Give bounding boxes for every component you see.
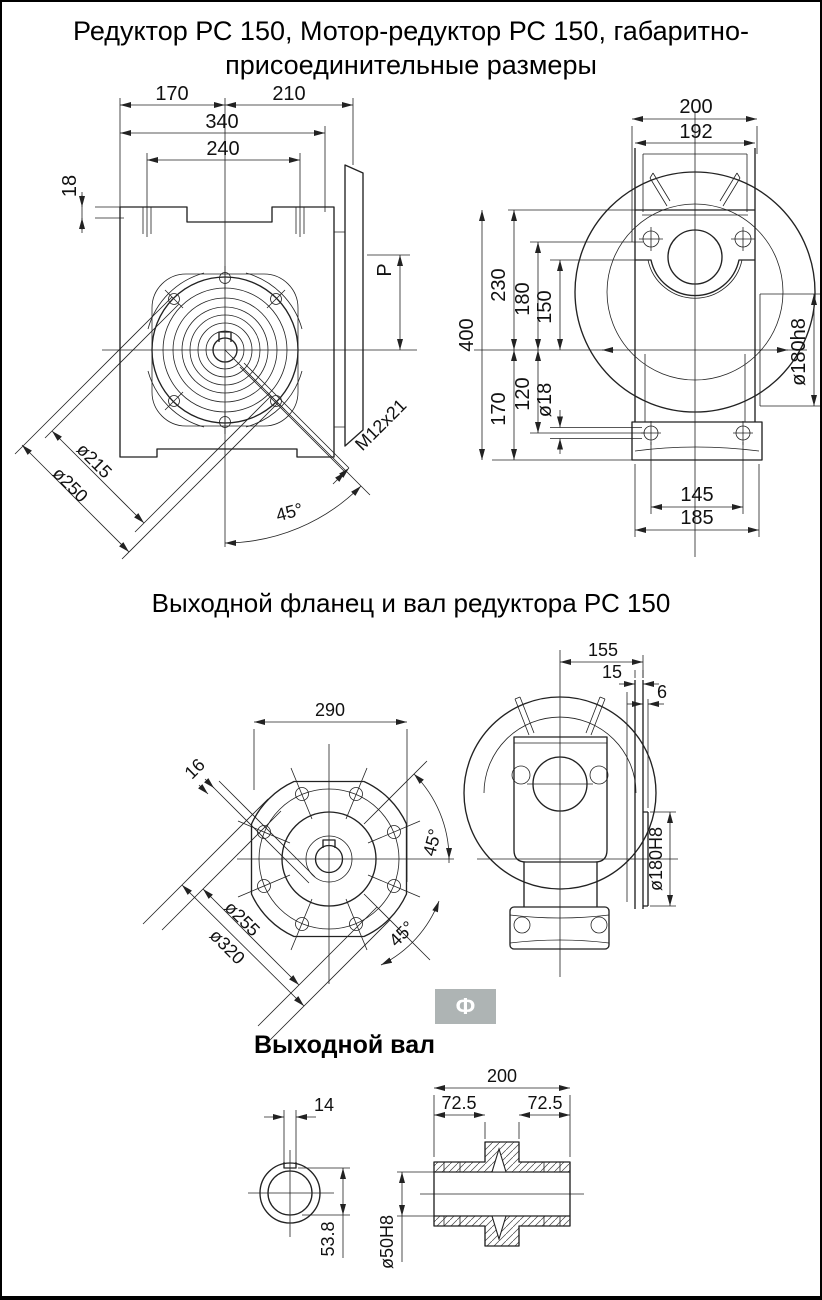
technical-drawing-canvas — [2, 2, 822, 1300]
dim-label: 185 — [680, 507, 714, 529]
drawing-flange-front-view — [143, 700, 454, 1045]
dim-label: 120 — [512, 377, 534, 411]
dim-label: ø215 — [72, 439, 116, 483]
foot-outline — [510, 907, 609, 949]
dim-label: 72.5 — [527, 1093, 563, 1113]
dim-label: 53.8 — [318, 1221, 338, 1257]
dim-label: 45° — [385, 917, 419, 951]
dim-label: ø50H8 — [377, 1214, 397, 1270]
dim-label: 200 — [679, 96, 713, 118]
dim-label: 240 — [206, 138, 240, 160]
drawing-shaft-section-view — [377, 1066, 584, 1269]
drawing-reducer-front-view — [15, 83, 417, 559]
dim-label: 170 — [155, 83, 189, 105]
dim-label: ø180H8 — [646, 826, 666, 892]
dim-label: 155 — [587, 640, 619, 660]
page-title-line1: Редуктор РС 150, Мотор-редуктор РС 150, габаритно- — [73, 16, 749, 46]
dim-label: 180 — [512, 282, 534, 316]
dim-label: 230 — [488, 268, 510, 302]
drawing-shaft-end-view — [248, 1095, 350, 1258]
shaft-section-title: Выходной вал — [254, 1031, 436, 1059]
dim-label: 200 — [486, 1066, 518, 1086]
motor-flange-outline — [345, 165, 363, 446]
dim-label: ø18 — [534, 382, 556, 418]
phi-badge: Ф — [435, 989, 496, 1024]
dim-label: 14 — [313, 1095, 335, 1115]
dim-label: 16 — [180, 754, 209, 783]
dim-label: M12x21 — [351, 395, 411, 455]
dim-label: ø180h8 — [788, 318, 810, 386]
drawing-flange-side-view — [464, 640, 678, 977]
dim-label: 18 — [59, 174, 81, 198]
dim-label: 145 — [680, 484, 714, 506]
dim-label: 192 — [679, 121, 713, 143]
flange-section-title: Выходной фланец и вал редуктора РС 150 — [151, 588, 671, 618]
dim-label: ø255 — [220, 897, 264, 941]
dim-label: 45° — [273, 499, 306, 526]
dim-label: 150 — [534, 290, 556, 324]
dim-label: 290 — [314, 700, 346, 720]
dim-label: ø320 — [205, 925, 249, 969]
dim-label: 340 — [205, 111, 239, 133]
drawing-reducer-side-view — [456, 96, 820, 557]
dim-label: 72.5 — [441, 1093, 477, 1113]
dim-label: 210 — [272, 83, 306, 105]
dim-label: 400 — [456, 318, 478, 352]
flange-bolt-holes — [641, 421, 753, 445]
output-flange-outline — [632, 422, 762, 460]
dim-label: ø250 — [48, 463, 92, 507]
page-title-line2: присоединительные размеры — [225, 49, 597, 80]
dim-label: 6 — [656, 682, 668, 702]
dim-label: P — [374, 263, 396, 277]
dim-label: 170 — [488, 392, 510, 426]
dim-label: 15 — [601, 662, 623, 682]
dim-label: 45° — [419, 826, 446, 859]
